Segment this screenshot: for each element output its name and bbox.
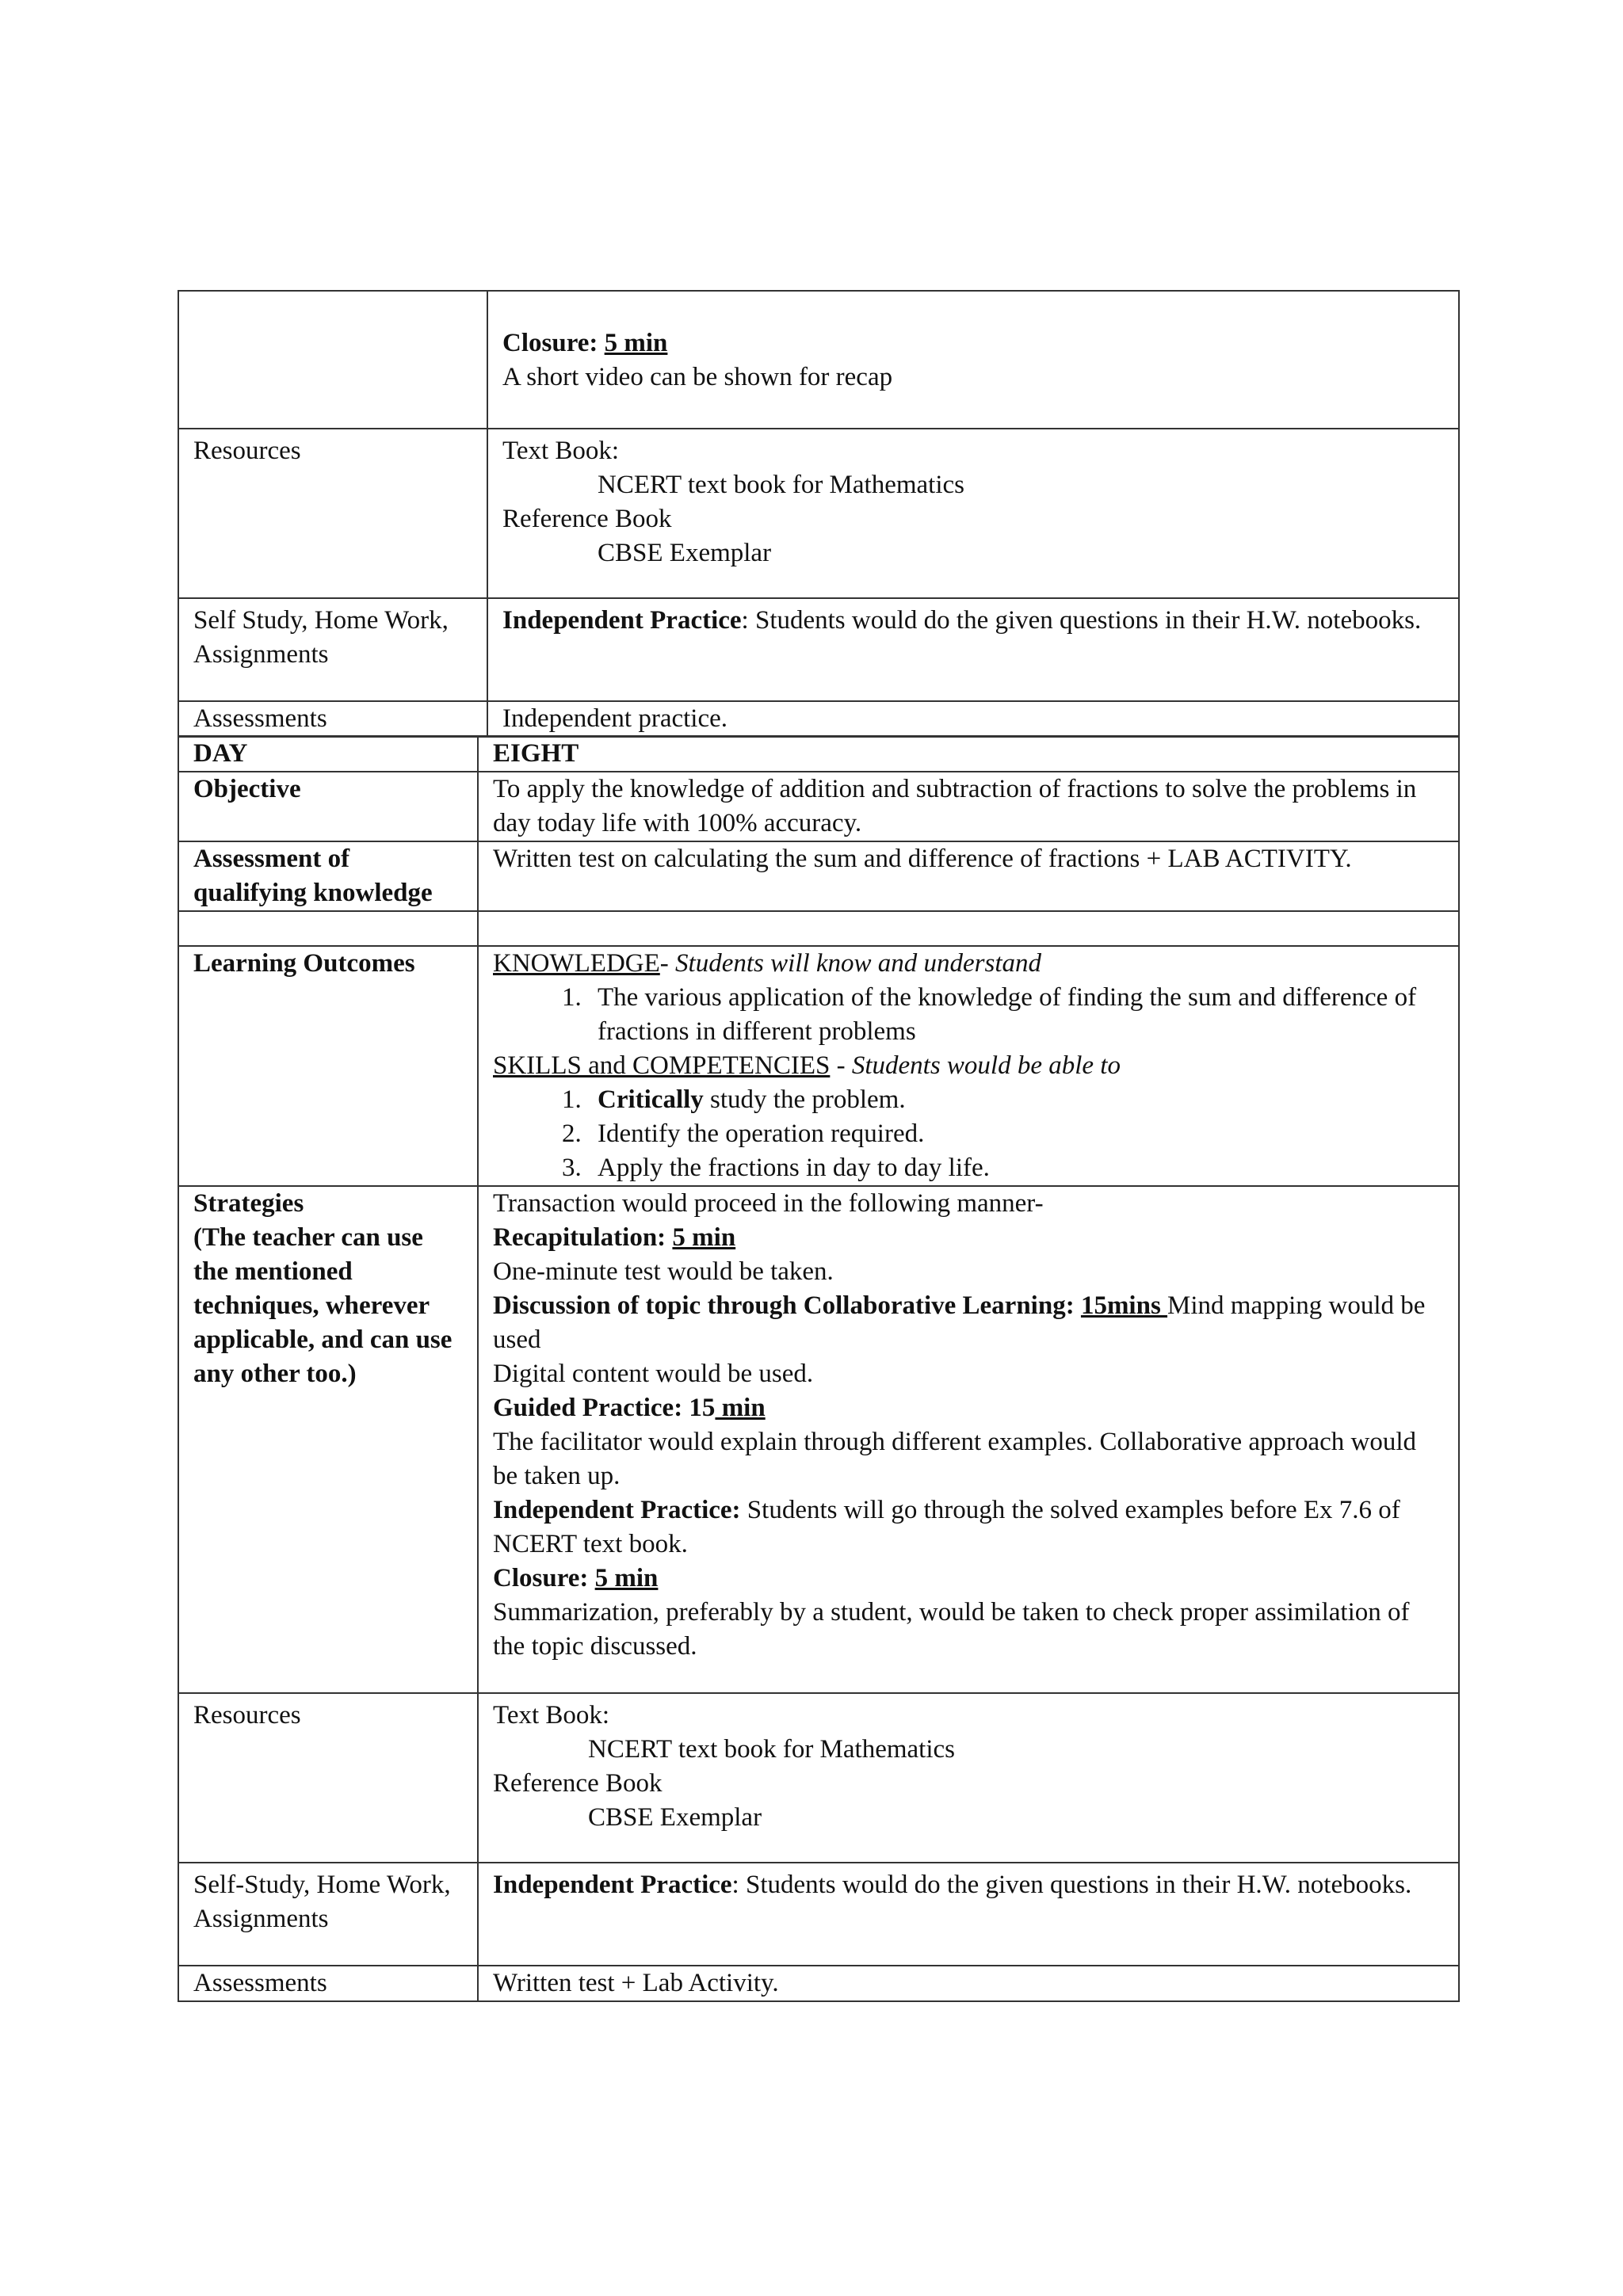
closure-time: 5 min [604, 329, 668, 357]
objective-label: Objective [178, 772, 478, 841]
recap-line [493, 1221, 1444, 1255]
self-study-text: : Students would do the given questions in their H.W. notebooks. [731, 1871, 1412, 1899]
resources-cell [487, 429, 1459, 598]
skill-rest: study the problem. [703, 1085, 906, 1114]
skill-bold: Critically [598, 1085, 704, 1114]
empty-cell [478, 911, 1459, 946]
digital-text: Digital content would be used. [493, 1360, 814, 1388]
closure-time: 5 min [594, 1564, 659, 1592]
knowledge-list [493, 981, 1444, 1049]
day-label: DAY [178, 736, 478, 772]
resources-cell [478, 1693, 1459, 1863]
self-study-cell [487, 598, 1459, 701]
objective-row [178, 772, 1459, 841]
learning-outcomes-label: Learning Outcomes [178, 946, 478, 1186]
self-study-row [178, 598, 1459, 701]
strategies-label-cell [178, 1186, 478, 1693]
closure-text: A short video can be shown for recap [502, 363, 893, 391]
knowledge-heading: KNOWLEDGE [493, 949, 660, 978]
self-study-label: Self Study, Home Work, Assignments [178, 598, 487, 701]
learning-outcomes-row [178, 946, 1459, 1186]
independent-line [493, 1493, 1444, 1562]
self-study-label: Self-Study, Home Work, Assignments [178, 1863, 478, 1966]
resources-label: Resources [178, 1693, 478, 1863]
assessments-text: Written test + Lab Activity. [478, 1966, 1459, 2001]
knowledge-item: 1. The various application of the knowledge of finding the sum and difference of fractions in different problems [588, 981, 1444, 1049]
assessments-row [178, 1966, 1459, 2001]
knowledge-sub: - Students will know and understand [659, 949, 1042, 978]
textbook-title: NCERT text book for Mathematics [598, 471, 964, 499]
empty-cell [178, 911, 478, 946]
self-study-text: : Students would do the given questions in their H.W. notebooks. [741, 606, 1422, 635]
closure-row [178, 291, 1459, 429]
closure-line [493, 1562, 1444, 1596]
recap-time: 5 min [672, 1223, 736, 1252]
day-row [178, 736, 1459, 772]
reference-label: Reference Book [493, 1769, 663, 1798]
skill-item: 2. Identify the operation required. [588, 1117, 1444, 1151]
skill-item: 3. Apply the fractions in day to day life. [588, 1151, 1444, 1185]
independent-practice-title: Independent Practice [502, 606, 742, 635]
resources-label: Resources [178, 429, 487, 598]
reference-title: CBSE Exemplar [598, 539, 772, 567]
lesson-plan-table-day-eight [178, 735, 1460, 2002]
strategies-label: Strategies [193, 1189, 304, 1218]
knowledge-line [493, 947, 1444, 981]
learning-outcomes-cell [478, 946, 1459, 1186]
skills-heading: SKILLS and COMPETENCIES [493, 1051, 831, 1080]
assessment-qualifying-label: Assessment of qualifying knowledge [178, 841, 478, 911]
resources-row [178, 1693, 1459, 1863]
discussion-time: 15mins [1080, 1291, 1168, 1320]
guided-line [493, 1391, 1444, 1425]
empty-row [178, 911, 1459, 946]
assessments-row [178, 701, 1459, 737]
strategies-note: (The teacher can use the mentioned techniques, wherever applicable, and can use any other too.) [193, 1223, 453, 1388]
guided-text: The facilitator would explain through different examples. Collaborative approach would be taken up. [493, 1428, 1417, 1490]
discussion-line [493, 1289, 1444, 1357]
guided-time: min [715, 1394, 766, 1422]
skills-list [493, 1083, 1444, 1185]
assessments-label: Assessments [178, 1966, 478, 2001]
independent-practice-title: Independent Practice [493, 1871, 732, 1899]
textbook-label: Text Book: [502, 437, 620, 465]
recap-text: One-minute test would be taken. [493, 1257, 834, 1286]
day-value: EIGHT [478, 736, 1459, 772]
resources-row [178, 429, 1459, 598]
guided-label: Guided Practice: 15 [493, 1394, 716, 1422]
closure-label: Closure: [502, 329, 598, 357]
textbook-label: Text Book: [493, 1701, 610, 1730]
assessment-qualifying-row [178, 841, 1459, 911]
strategies-cell [478, 1186, 1459, 1693]
independent-label: Independent Practice: [493, 1496, 741, 1524]
skills-sub: - Students would be able to [836, 1051, 1121, 1080]
lesson-plan-table-continued [178, 290, 1460, 738]
strategies-intro: Transaction would proceed in the following manner- [493, 1189, 1044, 1218]
skills-line [493, 1049, 1444, 1083]
textbook-title: NCERT text book for Mathematics [588, 1735, 955, 1764]
empty-label-cell [178, 291, 487, 429]
recap-label: Recapitulation: [493, 1223, 666, 1252]
closure-label: Closure: [493, 1564, 589, 1592]
discussion-label: Discussion of topic through Collaborative Learning: [493, 1291, 1075, 1320]
objective-text: To apply the knowledge of addition and subtraction of fractions to solve the problems in day today life with 100% accuracy. [478, 772, 1459, 841]
skill-item [588, 1083, 1444, 1117]
reference-label: Reference Book [502, 505, 672, 533]
self-study-cell [478, 1863, 1459, 1966]
reference-title: CBSE Exemplar [588, 1803, 762, 1832]
assessments-text: Independent practice. [487, 701, 1459, 737]
assessment-qualifying-text: Written test on calculating the sum and difference of fractions + LAB ACTIVITY. [478, 841, 1459, 911]
assessments-label: Assessments [178, 701, 487, 737]
discussion-text: Mind mapping would be used [493, 1291, 1426, 1354]
closure-text: Summarization, preferably by a student, would be taken to check proper assimilation of the topic discussed. [493, 1598, 1410, 1661]
strategies-row [178, 1186, 1459, 1693]
self-study-row [178, 1863, 1459, 1966]
independent-text: Students will go through the solved examples before Ex 7.6 of NCERT text book. [493, 1496, 1400, 1558]
closure-cell [487, 291, 1459, 429]
